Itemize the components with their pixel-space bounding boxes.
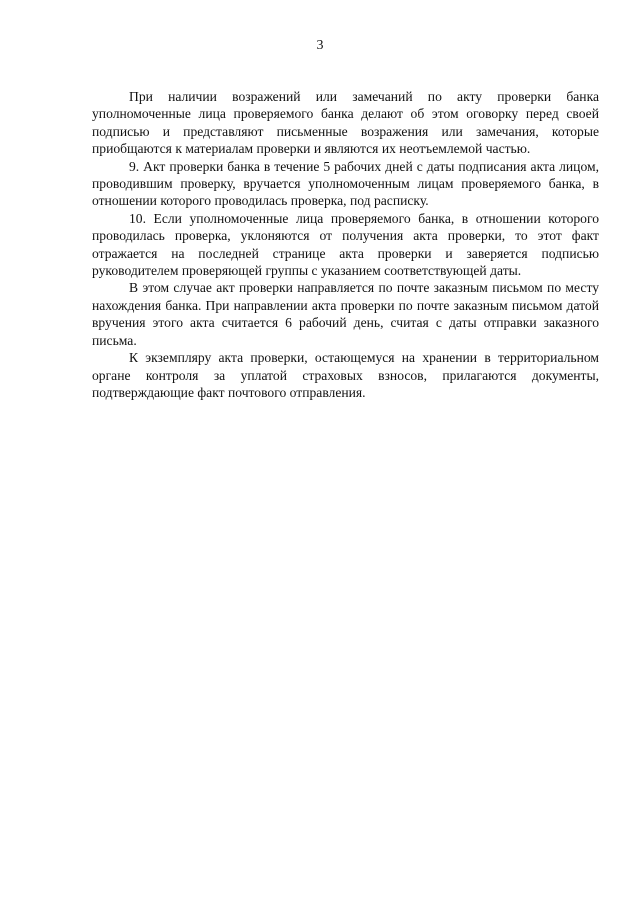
page-number: 3: [316, 38, 324, 53]
paragraph-attachments: К экземпляру акта проверки, остающемуся на хранении в территориальном органе контроля за уплатой страховых взносов, прилагаются документы, подтверждающие факт почтового отправления.: [92, 350, 599, 400]
paragraph-mail-delivery: В этом случае акт проверки направляется по почте заказным письмом по месту нахождения банка. При направлении акта проверки по почте заказным письмом датой вручения этого акта считается 6 рабочий день, считая с даты отправки заказного письма.: [92, 280, 599, 348]
document-body: [92, 88, 599, 401]
paragraph-item-10: 10. Если уполномоченные лица проверяемого банка, в отношении которого проводилась проверка, уклоняются от получения акта проверки, то этот факт отражается на последней странице акта проверки и заверяется подписью руководителем проверяющей группы с указанием соответствующей даты.: [92, 210, 599, 279]
paragraph-item-9: 9. Акт проверки банка в течение 5 рабочих дней с даты подписания акта лицом, проводившим проверку, вручается уполномоченным лицам проверяемого банка, в отношении которого проводилась проверка, под расписку.: [92, 158, 599, 209]
paragraph-objections: При наличии возражений или замечаний по акту проверки банка уполномоченные лица проверяемого банка делают об этом оговорку перед своей подписью и представляют письменные возражения или замечания, которые приобщаются к материалам проверки и являются их неотъемлемой частью.: [92, 89, 599, 157]
